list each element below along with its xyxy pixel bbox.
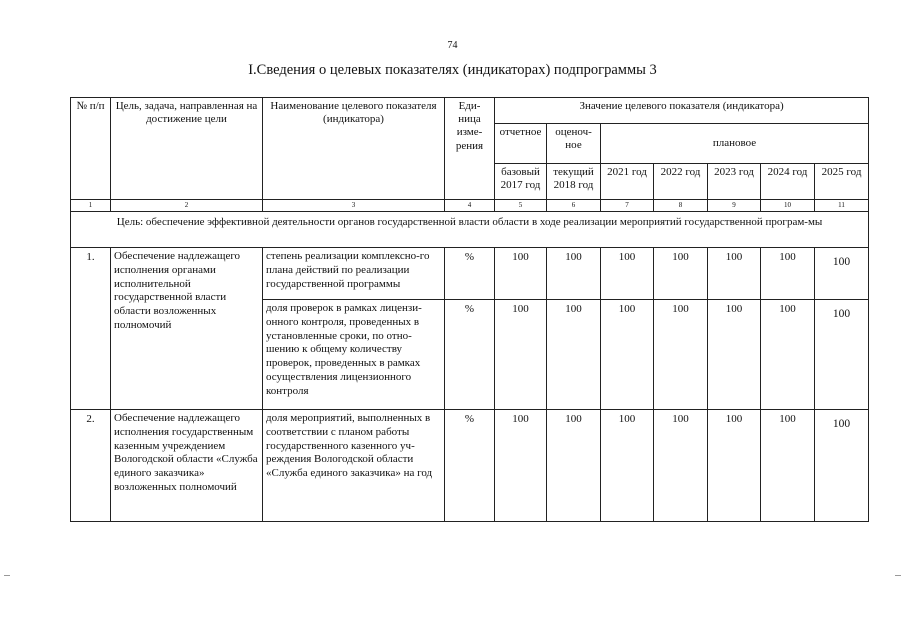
unit-cell: % <box>445 410 495 522</box>
col-number: 11 <box>815 200 869 212</box>
value-cell: 100 <box>708 300 761 410</box>
header-planned: плановое <box>601 124 869 164</box>
goal-row: Цель: обеспечение эффективной деятельности органов государственной власти области в ходе реализации мероприятий государственной програм-мы <box>71 212 869 248</box>
value-cell: 100 <box>708 410 761 522</box>
value-cell: 100 <box>654 410 708 522</box>
page-title: I.Сведения о целевых показателях (индикаторах) подпрограммы 3 <box>248 62 657 78</box>
header-year-2025: 2025 год <box>815 164 869 200</box>
header-reported: отчетное <box>495 124 547 164</box>
column-numbers-row <box>71 200 869 212</box>
header-indicator: Наименование целевого показателя (индикатора) <box>263 98 445 200</box>
value-cell: 100 <box>708 248 761 300</box>
col-number: 10 <box>761 200 815 212</box>
table-row <box>71 248 869 300</box>
value-cell: 100 <box>815 300 869 410</box>
header-num: № п/п <box>71 98 111 200</box>
value-cell: 100 <box>815 410 869 522</box>
col-number: 9 <box>708 200 761 212</box>
value-cell: 100 <box>601 410 654 522</box>
value-cell: 100 <box>654 300 708 410</box>
col-number: 5 <box>495 200 547 212</box>
value-cell: 100 <box>547 410 601 522</box>
scan-edge-mark <box>4 575 10 576</box>
scan-edge-mark <box>895 575 901 576</box>
col-number: 6 <box>547 200 601 212</box>
col-number: 3 <box>263 200 445 212</box>
value-cell: 100 <box>495 300 547 410</box>
col-number: 7 <box>601 200 654 212</box>
header-year-2021: 2021 год <box>601 164 654 200</box>
col-number: 8 <box>654 200 708 212</box>
value-cell: 100 <box>495 410 547 522</box>
value-cell: 100 <box>495 248 547 300</box>
indicator-name: доля проверок в рамках лицензи-онного контроля, проведенных в установленные сроки, по отно-шению к общему количеству проверок, проведенных в рамках осуществления лицензионного контроля <box>263 300 445 410</box>
task-text: Обеспечение надлежащего исполнения государственным казенным учреждением Вологодской области «Служба единого заказчика» возложенных полномочий <box>111 410 263 522</box>
task-text: Обеспечение надлежащего исполнения органами исполнительной государственной власти области возложенных полномочий <box>111 248 263 410</box>
header-base-year: базовый 2017 год <box>495 164 547 200</box>
page-number: 74 <box>447 40 458 51</box>
value-cell: 100 <box>761 410 815 522</box>
indicators-table <box>70 97 869 522</box>
header-year-2022: 2022 год <box>654 164 708 200</box>
header-goal: Цель, задача, направленная на достижение цели <box>111 98 263 200</box>
indicator-name: доля мероприятий, выполненных в соответствии с планом работы государственного казенного уч-реждения Вологодской области «Служба единого заказчика» на год <box>263 410 445 522</box>
row-number: 1. <box>71 248 111 410</box>
col-number: 1 <box>71 200 111 212</box>
header-unit: Еди-ница изме-рения <box>445 98 495 200</box>
header-year-2023: 2023 год <box>708 164 761 200</box>
value-cell: 100 <box>601 248 654 300</box>
unit-cell: % <box>445 300 495 410</box>
indicator-name: степень реализации комплексно-го плана действий по реализации государственной программы <box>263 248 445 300</box>
value-cell: 100 <box>761 248 815 300</box>
table-row <box>71 410 869 522</box>
value-cell: 100 <box>654 248 708 300</box>
header-year-2024: 2024 год <box>761 164 815 200</box>
header-current-year: текущий 2018 год <box>547 164 601 200</box>
value-cell: 100 <box>761 300 815 410</box>
value-cell: 100 <box>547 300 601 410</box>
value-cell: 100 <box>547 248 601 300</box>
value-cell: 100 <box>601 300 654 410</box>
header-estimated: оценоч-ное <box>547 124 601 164</box>
unit-cell: % <box>445 248 495 300</box>
col-number: 2 <box>111 200 263 212</box>
value-cell: 100 <box>815 248 869 300</box>
row-number: 2. <box>71 410 111 522</box>
col-number: 4 <box>445 200 495 212</box>
header-value-group: Значение целевого показателя (индикатора) <box>495 98 869 124</box>
